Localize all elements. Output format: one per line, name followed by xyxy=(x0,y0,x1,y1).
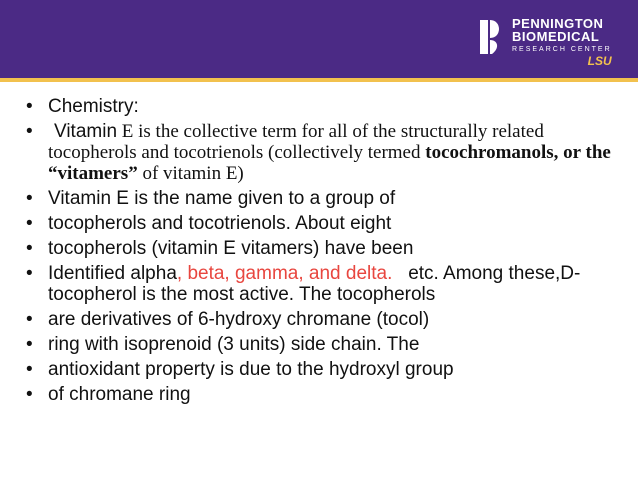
bullet-item: • antioxidant property is due to the hydroxyl group xyxy=(22,359,622,380)
logo-line-biomedical: BIOMEDICAL xyxy=(512,29,600,44)
pennington-emblem-icon xyxy=(478,18,504,56)
bullet-item: • tocopherols (vitamin E vitamers) have been xyxy=(22,238,622,259)
bullet-item: • Identified alpha, beta, gamma, and delta. etc. Among these,D-tocopherol is the most active. The tocopherols xyxy=(22,263,622,305)
pennington-logo xyxy=(478,14,628,66)
bullet-item: • ring with isoprenoid (3 units) side chain. The xyxy=(22,334,622,355)
logo-line-research-center: RESEARCH CENTER xyxy=(512,46,612,53)
header-gold-divider xyxy=(0,78,638,82)
logo-lsu: LSU xyxy=(587,54,612,68)
bullet-item: • are derivatives of 6-hydroxy chromane (tocol) xyxy=(22,309,622,330)
slide-body xyxy=(22,96,622,409)
bullet-item: • Vitamin E is the name given to a group of xyxy=(22,188,622,209)
bullet-item: • Chemistry: xyxy=(22,96,622,117)
bullet-list xyxy=(22,96,622,405)
bullet-item: • of chromane ring xyxy=(22,384,622,405)
slide-header-bar xyxy=(0,0,638,78)
logo-line-pennington: PENNINGTON xyxy=(512,16,604,31)
bullet-item: • Vitamin E is the collective term for all of the structurally related tocopherols and tocotrienols (collectively termed tocochromanols, or the “vitamers” of vitamin E) xyxy=(22,121,622,184)
logo-wordmark xyxy=(512,17,612,67)
bullet-item: • tocopherols and tocotrienols. About eight xyxy=(22,213,622,234)
